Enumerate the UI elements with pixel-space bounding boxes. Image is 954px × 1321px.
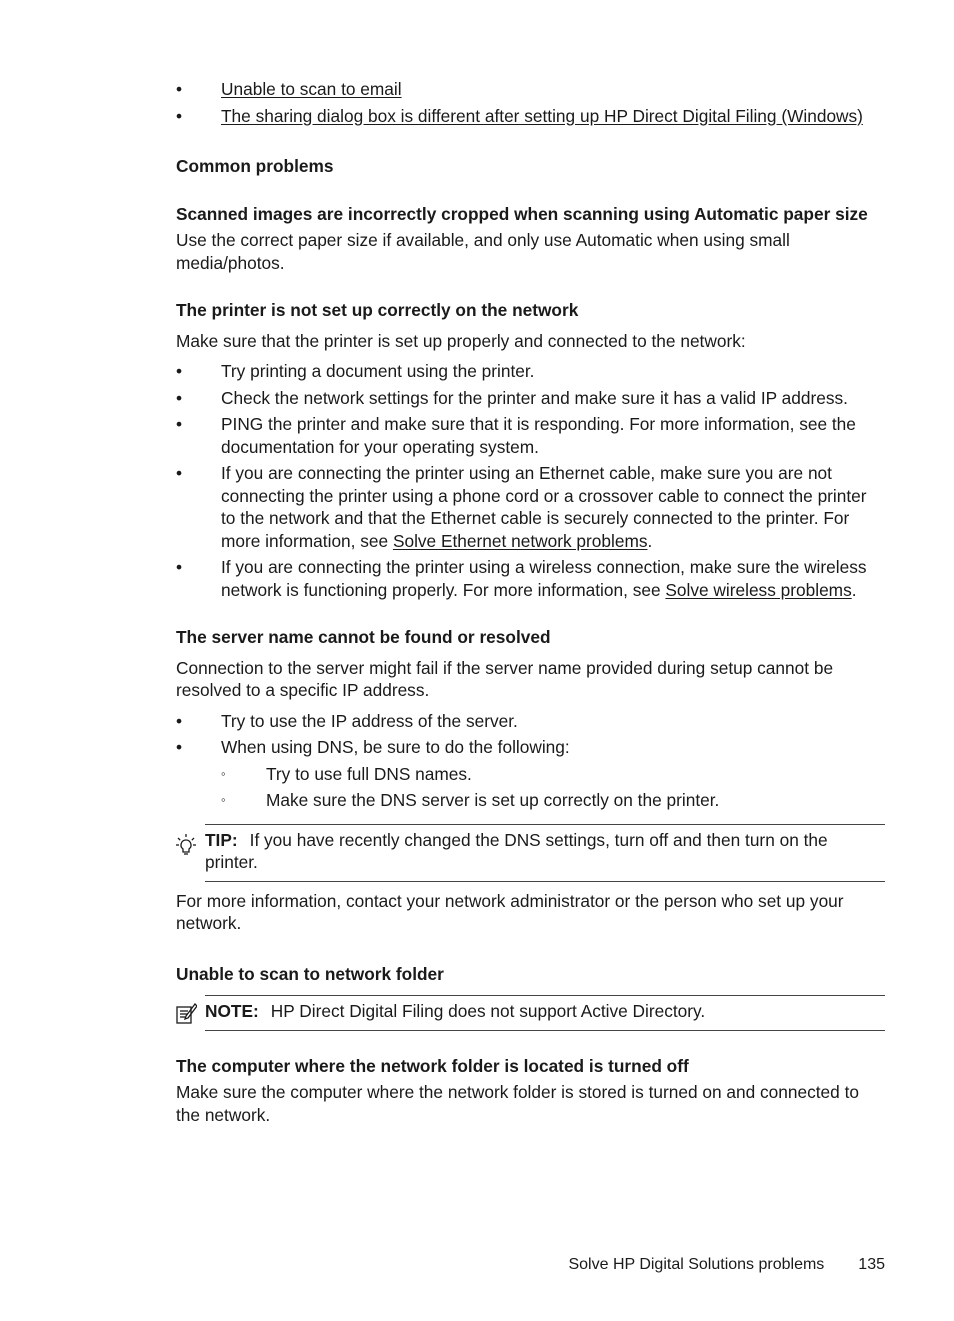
list-item: • Try printing a document using the printer. — [176, 360, 885, 383]
list-item: ◦ Make sure the DNS server is set up correctly on the printer. — [176, 789, 885, 812]
list-item: • Check the network settings for the printer and make sure it has a valid IP address. — [176, 387, 885, 410]
printer-heading: The printer is not set up correctly on the network — [176, 300, 579, 320]
tip-text — [205, 829, 885, 874]
list-item: ◦ Try to use full DNS names. — [176, 763, 885, 786]
lightbulb-icon — [175, 832, 197, 856]
dns-sublist — [176, 763, 885, 812]
common-problems-heading: Common problems — [176, 156, 334, 176]
list-item — [176, 556, 885, 601]
tip-body: If you have recently changed the DNS settings, turn off and then turn on the printer. — [205, 829, 828, 872]
computer-heading: The computer where the network folder is located is turned off — [176, 1055, 689, 1076]
list-item: • When using DNS, be sure to do the following: — [176, 736, 885, 759]
server-more-info: For more information, contact your network administrator or the person who set up your network. — [176, 890, 844, 933]
note-label: NOTE: — [205, 1001, 259, 1021]
tip-box — [205, 824, 885, 882]
list-item — [176, 78, 885, 101]
item-end: . — [647, 530, 653, 551]
page-number: 135 — [858, 1256, 885, 1273]
folder-heading: Unable to scan to network folder — [176, 963, 444, 984]
printer-intro: Make sure that the printer is set up properly and connected to the network: — [176, 330, 746, 351]
link-solve-ethernet[interactable]: Solve Ethernet network problems — [392, 530, 648, 551]
link-unable-scan-email[interactable]: Unable to scan to email — [221, 79, 402, 99]
note-icon — [175, 1002, 197, 1026]
link-sharing-dialog[interactable]: The sharing dialog box is different after setting up HP Direct Digital Filing (Windows) — [221, 105, 863, 126]
link-solve-wireless[interactable]: Solve wireless problems — [665, 579, 852, 600]
cropped-body: Use the correct paper size if available, and only use Automatic when using small media/photos. — [176, 230, 790, 273]
page-footer — [568, 1256, 885, 1274]
list-item: • PING the printer and make sure that it is responding. For more information, see the documentation for your operating system. — [176, 413, 885, 458]
tip-label: TIP: — [205, 829, 238, 850]
note-box — [205, 995, 885, 1031]
list-item — [176, 462, 885, 552]
server-list — [176, 710, 885, 759]
item-text: If you are connecting the printer using a wireless connection, make sure the wireless network is functioning properly. For more information, see — [221, 557, 867, 600]
cropped-heading: Scanned images are incorrectly cropped when scanning using Automatic paper size — [176, 203, 868, 224]
list-item: • Try to use the IP address of the server. — [176, 710, 885, 733]
note-body: HP Direct Digital Filing does not support Active Directory. — [270, 1001, 706, 1021]
computer-body: Make sure the computer where the network folder is stored is turned on and connected to the network. — [176, 1082, 859, 1125]
note-text — [205, 1000, 885, 1023]
server-heading: The server name cannot be found or resolved — [176, 627, 551, 647]
server-intro: Connection to the server might fail if the server name provided during setup cannot be resolved to a specific IP address. — [176, 657, 834, 700]
printer-list — [176, 360, 885, 601]
page-content — [176, 78, 885, 1126]
item-end: . — [851, 579, 857, 600]
list-item — [176, 105, 885, 128]
item-text: If you are connecting the printer using an Ethernet cable, make sure you are not connecting the printer using a phone cord or a crossover cable to connect the printer to the network and that the Ethernet cable is securely connected to the printer. For more information, see — [221, 463, 867, 551]
top-link-list — [176, 78, 885, 127]
footer-title: Solve HP Digital Solutions problems — [568, 1256, 825, 1273]
